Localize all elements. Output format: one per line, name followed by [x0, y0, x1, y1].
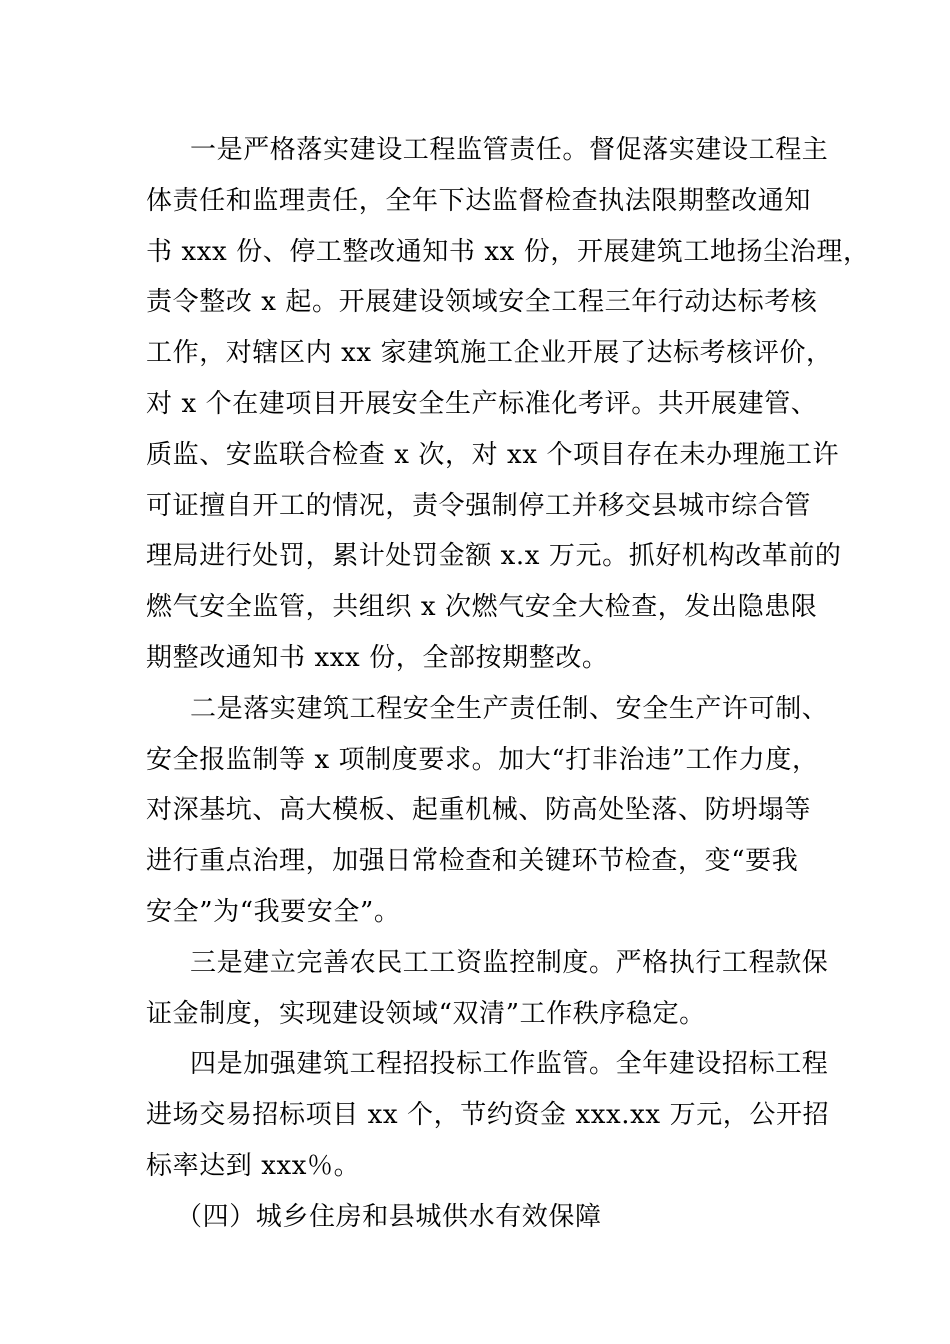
paragraph-line: 责令整改 x 起。开展建设领域安全工程三年行动达标考核: [146, 287, 818, 318]
paragraph-line: 四是加强建筑工程招投标工作监管。全年建设招标工程: [190, 1049, 829, 1080]
paragraph-line: 二是落实建筑工程安全生产责任制、安全生产许可制、: [190, 693, 829, 724]
paragraph-line: 期整改通知书 xxx 份，全部按期整改。: [146, 642, 609, 673]
paragraph-line: 对深基坑、高大模板、起重机械、防高处坠落、防坍塌等: [146, 795, 812, 826]
document-body: [146, 125, 870, 1243]
paragraph-line: 书 xxx 份、停工整改通知书 xx 份，开展建筑工地扬尘治理，: [146, 236, 870, 267]
paragraph-line: 体责任和监理责任，全年下达监督检查执法限期整改通知: [146, 185, 812, 216]
paragraph-line: 可证擅自开工的情况，责令强制停工并移交县城市综合管: [146, 490, 812, 521]
paragraph-line: 进行重点治理，加强日常检查和关键环节检查，变“要我: [146, 846, 799, 877]
paragraph-1: [146, 125, 870, 684]
paragraph-line: 安全报监制等 x 项制度要求。加大“打非治违”工作力度，: [146, 744, 819, 775]
paragraph-line: 标率达到 xxx％。: [146, 1150, 361, 1181]
paragraph-line: 燃气安全监管，共组织 x 次燃气安全大检查，发出隐患限: [146, 592, 818, 623]
paragraph-line: 安全”为“我要安全”。: [146, 896, 401, 927]
paragraph-line: 工作，对辖区内 xx 家建筑施工企业开展了达标考核评价，: [146, 338, 833, 369]
paragraph-line: 理局进行处罚，累计处罚金额 x.x 万元。抓好机构改革前的: [146, 541, 842, 572]
paragraph-line: 三是建立完善农民工工资监控制度。严格执行工程款保: [190, 947, 829, 978]
paragraph-4: [146, 1039, 830, 1191]
paragraph-line: 证金制度，实现建设领域“双清”工作秩序稳定。: [146, 998, 706, 1029]
paragraph-line: 一是严格落实建设工程监管责任。督促落实建设工程主: [190, 135, 829, 165]
section-heading: （四）城乡住房和县城供水有效保障: [176, 1201, 602, 1232]
paragraph-3: [146, 938, 829, 1040]
paragraph-line: 对 x 个在建项目开展安全生产标准化考评。共开展建管、: [146, 388, 818, 419]
paragraph-line: 进场交易招标项目 xx 个，节约资金 xxx.xx 万元，公开招: [146, 1100, 830, 1131]
paragraph-2: [146, 684, 829, 938]
paragraph-line: 质监、安监联合检查 x 次，对 xx 个项目存在未办理施工许: [146, 439, 840, 470]
